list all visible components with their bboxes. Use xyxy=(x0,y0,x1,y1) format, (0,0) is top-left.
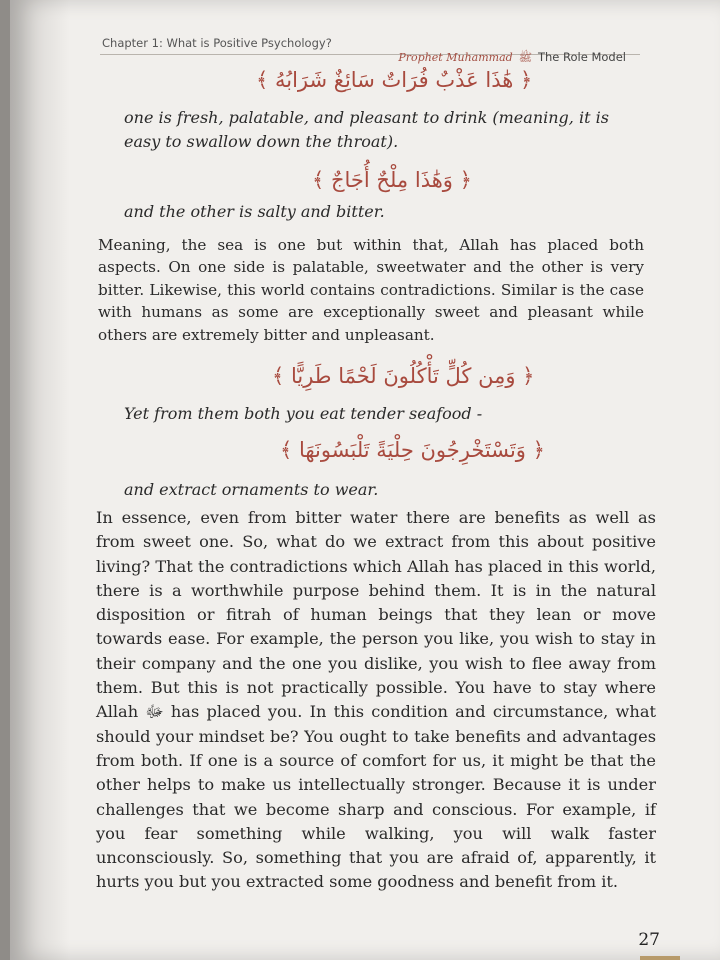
verse-4-translation: and extract ornaments to wear. xyxy=(124,480,379,499)
book-page xyxy=(10,0,720,960)
running-title-text: The Role Model xyxy=(537,50,626,64)
page-number: 27 xyxy=(638,930,660,950)
verse-1-translation: one is fresh, palatable, and pleasant to drink (meaning, it is easy to swallow down the throat). xyxy=(124,108,609,151)
arabic-verse-1: ﴿ هَٰذَا عَذْبٌ فُرَاتٌ سَائِغٌ شَرَابُهُ ﴾ xyxy=(256,68,533,92)
page-number-accent xyxy=(640,956,680,960)
honorific-symbol: ﷺ xyxy=(518,51,532,64)
arabic-verse-4: ﴿ وَتَسْتَخْرِجُونَ حِلْيَةً تَلْبَسُونَهَا ﴾ xyxy=(280,438,545,462)
arabic-verse-2: ﴿ وَهَٰذَا مِلْحٌ أُجَاجٌ ﴾ xyxy=(312,168,472,192)
paragraph-1: Meaning, the sea is one but within that, Allah has placed both aspects. On one side is palatable, sweetwater and the other is very bitter. Likewise, this world contains contradictions. Similar is the case with humans as some are exceptionally sweet and pleasant while others are extremely bitter and unpleasant. xyxy=(98,236,644,344)
verse-3-translation: Yet from them both you eat tender seafood - xyxy=(124,404,483,423)
chapter-header: Chapter 1: What is Positive Psychology? xyxy=(102,36,332,50)
running-title-script: Prophet Muhammad xyxy=(398,51,513,64)
arabic-verse-3: ﴿ وَمِن كُلٍّ تَأْكُلُونَ لَحْمًا طَرِيًّا ﴾ xyxy=(272,364,535,388)
verse-2-translation: and the other is salty and bitter. xyxy=(124,202,385,221)
paragraph-2: In essence, even from bitter water there are benefits as well as from sweet one. So, what do we extract from this about positive living? That the contradictions which Allah has placed in this world, there is a worthwhile purpose behind them. It is in the natural disposition or fitrah of human beings that they lean or move towards ease. For example, the person you like, you wish to stay in their company and the one you dislike, you wish to flee away from them. But this is not practically possible. You have to stay where Allah ﷻ has placed you. In this condition and circumstance, what should your mindset be? You ought to take benefits and advantages from both. If one is a source of comfort for us, it might be that the other helps to make us intellectually stronger. Because it is under challenges that we become sharp and conscious. For example, if you fear something while walking, you will walk faster unconsciously. So, something that you are afraid of, apparently, it hurts you but you extracted some goodness and benefit from it. xyxy=(96,508,656,892)
running-title xyxy=(398,50,626,67)
